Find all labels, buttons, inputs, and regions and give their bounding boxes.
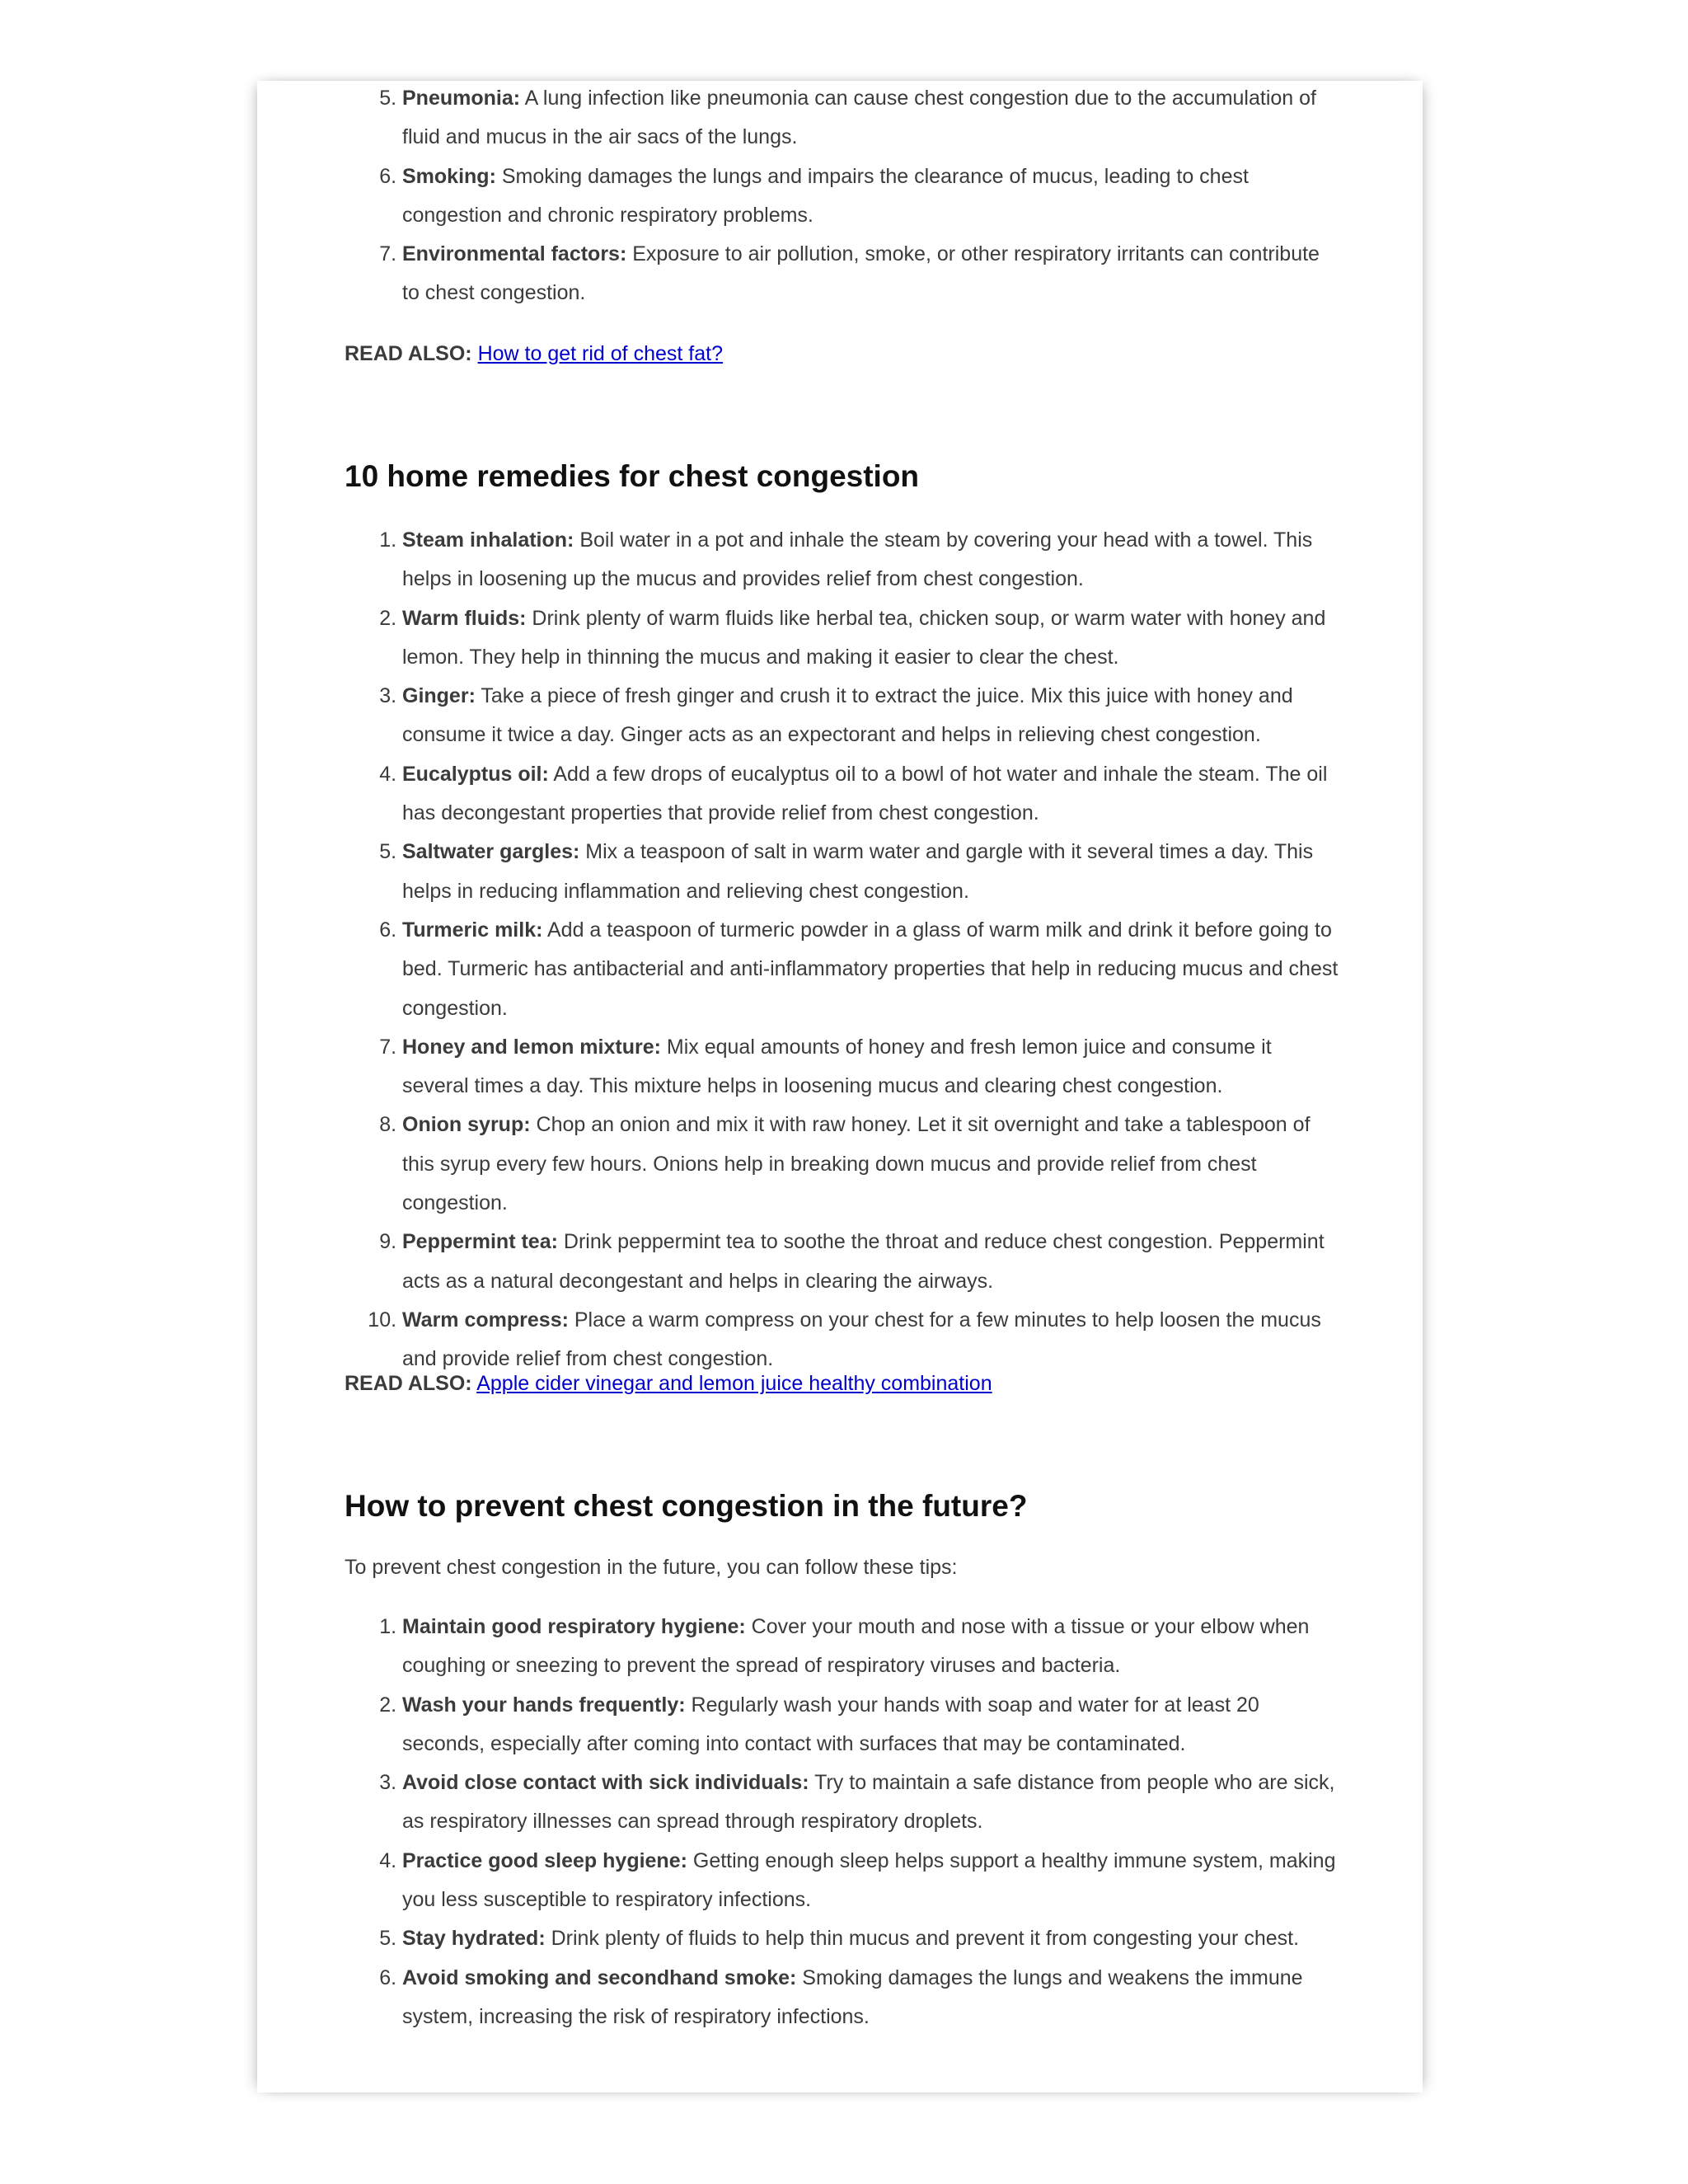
list-item-text: Boil water in a pot and inhale the steam by covering your head with a towel. This helps in loosening up the mucus and provides relief from chest congestion. [402, 528, 1313, 591]
list-item-text: Add a teaspoon of turmeric powder in a glass of warm milk and drink it before going to bed. Turmeric has antibacterial and anti-inflammatory properties that help in reducing mucus and chest congestion. [402, 918, 1339, 1020]
list-item-text: Drink plenty of warm fluids like herbal tea, chicken soup, or warm water with honey and lemon. They help in thinning the mucus and making it easier to clear the chest. [402, 606, 1326, 669]
article-page [257, 81, 1423, 2092]
list-item-term: Warm compress: [402, 1308, 569, 1332]
list-item-term: Ginger: [402, 684, 476, 708]
read-also-2 [345, 1364, 992, 1403]
list-item [402, 911, 1342, 1028]
list-item [402, 1959, 1342, 2037]
list-item [402, 521, 1342, 599]
read-also-link-chest-fat[interactable]: How to get rid of chest fat? [477, 342, 723, 365]
list-item-term: Saltwater gargles: [402, 840, 580, 864]
list-item [402, 1764, 1342, 1842]
read-also-label: READ ALSO: [345, 1372, 472, 1395]
list-item-term: Avoid close contact with sick individuals: [402, 1771, 809, 1795]
list-item-text: Drink peppermint tea to soothe the throat and reduce chest congestion. Peppermint acts as a natural decongestant and helps in clearing the airways. [402, 1230, 1325, 1293]
list-item-text: Smoking damages the lungs and impairs the clearance of mucus, leading to chest congestion and chronic respiratory problems. [402, 164, 1249, 227]
list-item [402, 1106, 1342, 1223]
list-item-text: Getting enough sleep helps support a healthy immune system, making you less susceptible to respiratory infections. [402, 1848, 1336, 1912]
list-item-text: Drink plenty of fluids to help thin mucus and prevent it from congesting your chest. [545, 1927, 1300, 1951]
list-item [402, 677, 1342, 755]
list-item-text: Mix equal amounts of honey and fresh lemon juice and consume it several times a day. This mixture helps in loosening mucus and clearing chest congestion. [402, 1035, 1272, 1098]
list-item [402, 1919, 1342, 1958]
list-item-term: Practice good sleep hygiene: [402, 1848, 687, 1872]
list-item-text: Mix a teaspoon of salt in warm water and gargle with it several times a day. This helps in reducing inflammation and relieving chest congestion. [402, 840, 1314, 903]
prevention-heading: How to prevent chest congestion in the future? [345, 1489, 1028, 1523]
list-item [402, 755, 1342, 834]
list-item-text: Regularly wash your hands with soap and water for at least 20 seconds, especially after coming into contact with surfaces that may be contaminated. [402, 1693, 1259, 1755]
list-item [402, 1842, 1342, 1920]
prevention-intro: To prevent chest congestion in the future, you can follow these tips: [345, 1556, 958, 1579]
list-item [402, 235, 1342, 313]
list-item-term: Warm fluids: [402, 606, 527, 630]
read-also-link-acv-lemon[interactable]: Apple cider vinegar and lemon juice healthy combination [476, 1372, 992, 1395]
list-item [402, 157, 1342, 236]
list-item [402, 1686, 1342, 1764]
list-item-text: Add a few drops of eucalyptus oil to a bowl of hot water and inhale the steam. The oil has decongestant properties that provide relief from chest congestion. [402, 762, 1328, 825]
list-item-term: Smoking: [402, 164, 496, 188]
list-item-term: Eucalyptus oil: [402, 762, 549, 786]
list-item-text: Try to maintain a safe distance from people who are sick, as respiratory illnesses can spread through respiratory droplets. [402, 1771, 1335, 1834]
list-item-text: Chop an onion and mix it with raw honey. Let it sit overnight and take a tablespoon of this syrup every few hours. Onions help in breaking down mucus and provide relief from chest congestion. [402, 1113, 1311, 1215]
list-item-text: Place a warm compress on your chest for a few minutes to help loosen the mucus and provide relief from chest congestion. [402, 1308, 1321, 1371]
list-item [402, 1223, 1342, 1301]
remedies-heading: 10 home remedies for chest congestion [345, 459, 920, 493]
list-item-text: Cover your mouth and nose with a tissue or your elbow when coughing or sneezing to prevent the spread of respiratory viruses and bacteria. [402, 1615, 1310, 1678]
list-item-term: Pneumonia: [402, 87, 521, 110]
list-item-term: Honey and lemon mixture: [402, 1035, 661, 1059]
list-item-text: A lung infection like pneumonia can cause chest congestion due to the accumulation of fluid and mucus in the air sacs of the lungs. [402, 87, 1316, 149]
causes-list [345, 81, 1342, 313]
list-item-text: Smoking damages the lungs and weakens the immune system, increasing the risk of respiratory infections. [402, 1966, 1303, 2028]
read-also-1 [345, 335, 723, 373]
list-item-term: Onion syrup: [402, 1113, 531, 1137]
prevention-list [345, 1608, 1342, 2036]
list-item-term: Steam inhalation: [402, 528, 574, 552]
list-item-term: Peppermint tea: [402, 1230, 558, 1254]
list-item [402, 1028, 1342, 1106]
list-item-term: Environmental factors: [402, 242, 627, 266]
list-item-term: Avoid smoking and secondhand smoke: [402, 1966, 797, 1989]
read-also-label: READ ALSO: [345, 342, 472, 365]
list-item-term: Turmeric milk: [402, 918, 543, 942]
list-item-text: Exposure to air pollution, smoke, or other respiratory irritants can contribute to chest congestion. [402, 242, 1320, 305]
remedies-list [345, 521, 1342, 1379]
list-item [402, 1608, 1342, 1686]
list-item-term: Maintain good respiratory hygiene: [402, 1615, 746, 1638]
list-item [402, 833, 1342, 911]
list-item-term: Wash your hands frequently: [402, 1693, 686, 1717]
list-item [402, 81, 1342, 157]
list-item-term: Stay hydrated: [402, 1927, 546, 1951]
list-item [402, 599, 1342, 678]
list-item-text: Take a piece of fresh ginger and crush it to extract the juice. Mix this juice with honey and consume it twice a day. Ginger acts as an expectorant and helps in relieving chest congestion. [402, 684, 1293, 747]
